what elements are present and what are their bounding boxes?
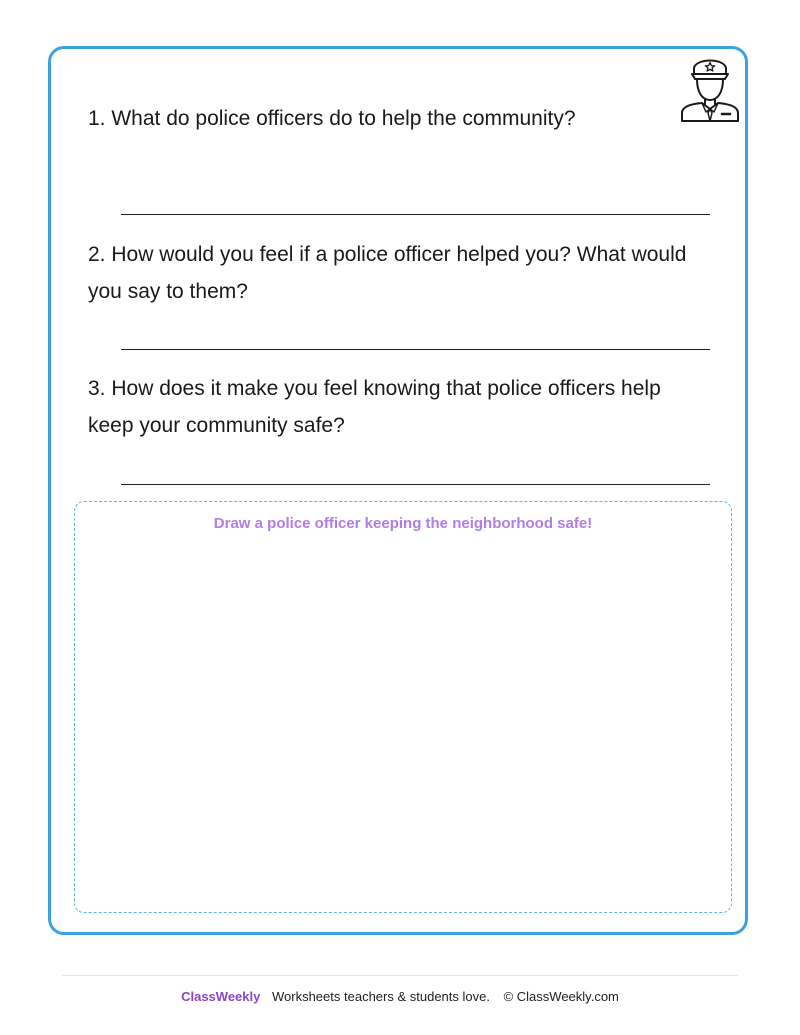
worksheet-card — [48, 46, 748, 935]
footer-tagline: Worksheets teachers & students love. — [271, 989, 490, 1004]
question-1: 1. What do police officers do to help the community? — [88, 107, 576, 130]
question-3: 3. How does it make you feel knowing that police officers help keep your community safe? — [88, 377, 661, 437]
footer-divider — [62, 975, 738, 976]
question-2: 2. How would you feel if a police officer helped you? What would you say to them? — [88, 243, 687, 303]
answer-line-3[interactable] — [121, 484, 710, 485]
answer-line-1[interactable] — [121, 214, 710, 215]
answer-line-2[interactable] — [121, 349, 710, 350]
footer-brand: ClassWeekly — [181, 989, 261, 1004]
drawing-prompt: Draw a police officer keeping the neighborhood safe! — [213, 515, 593, 532]
drawing-area[interactable] — [74, 501, 732, 913]
footer-copyright: © ClassWeekly.com — [503, 989, 619, 1004]
footer — [0, 989, 800, 1004]
